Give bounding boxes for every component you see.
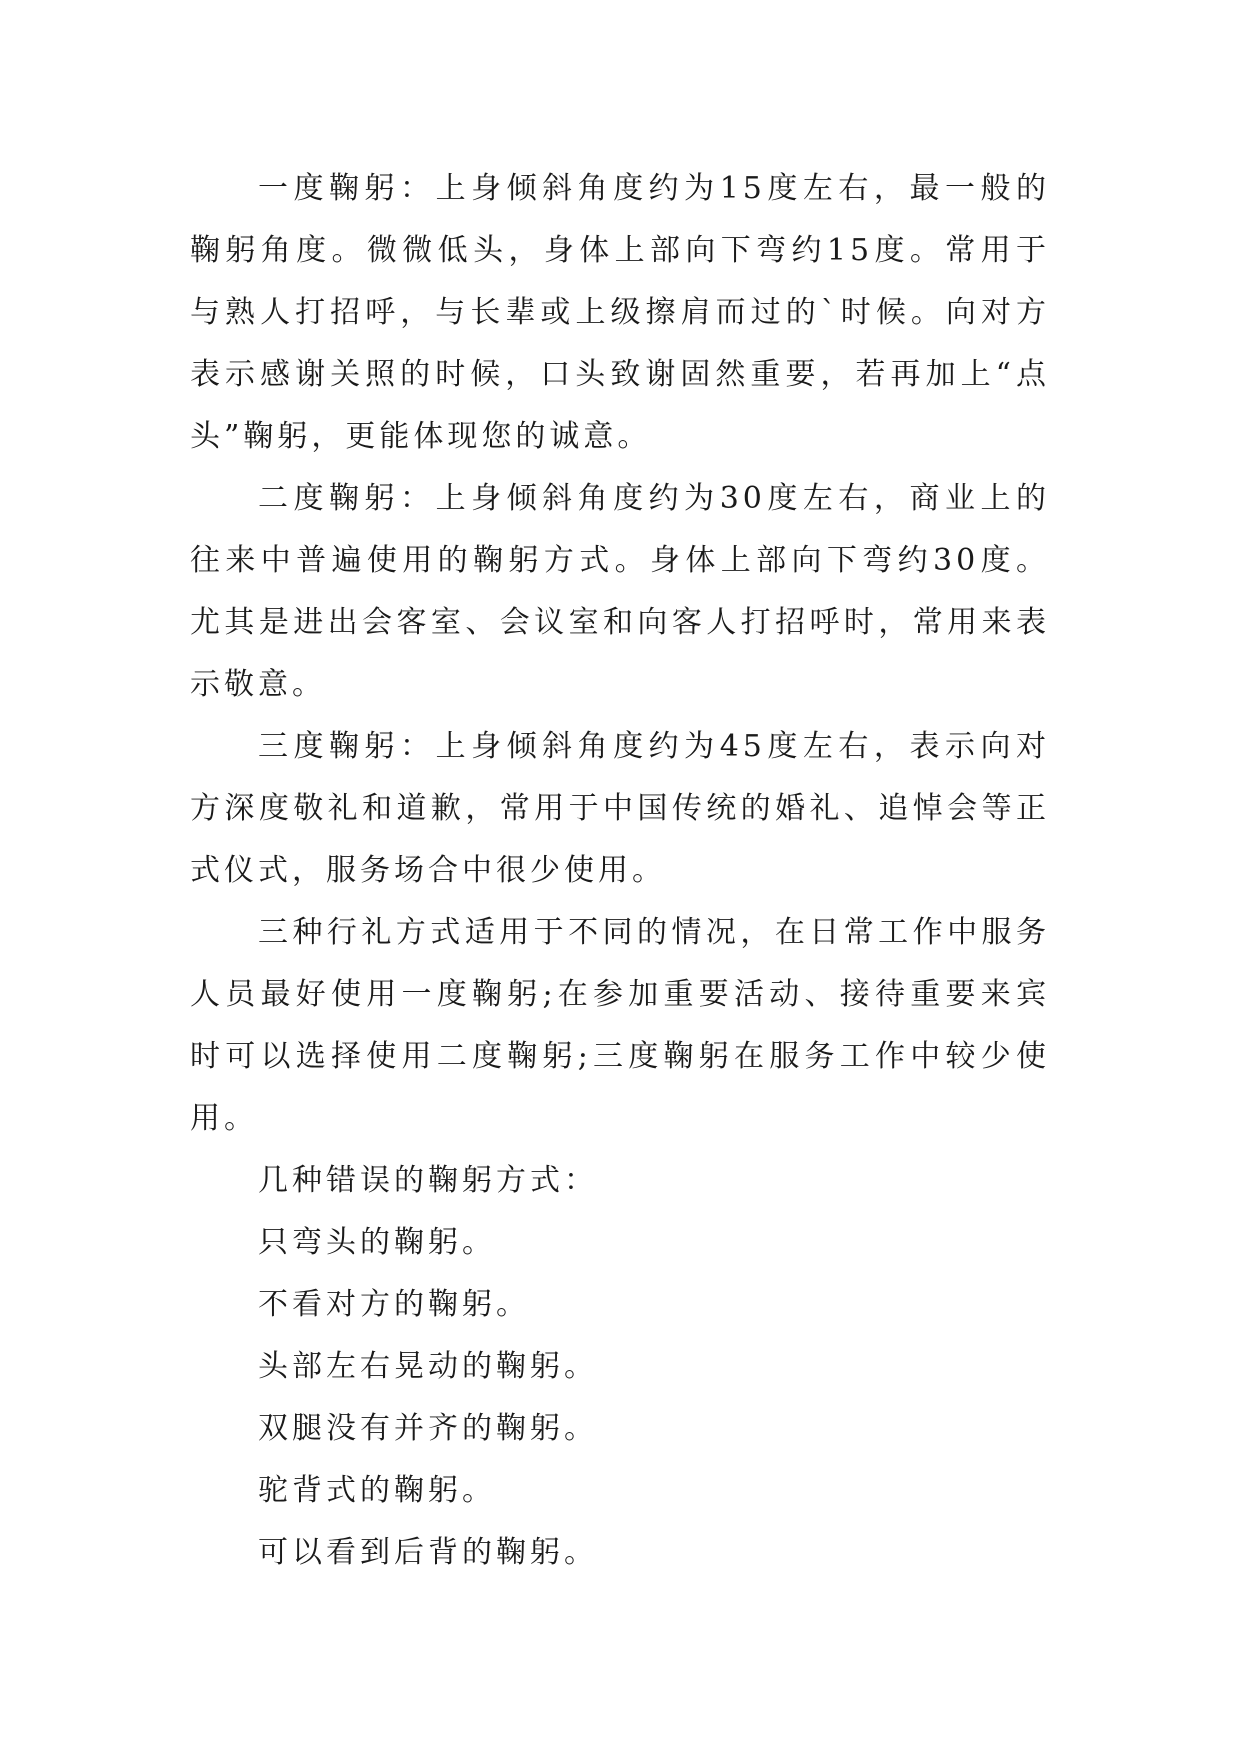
document-body	[190, 158, 1050, 1584]
list-item-wrong-bow: 双腿没有并齐的鞠躬。	[258, 1411, 598, 1446]
paragraph-third-degree-bow: 三度鞠躬：上身倾斜角度约为45度左右，表示向对方深度敬礼和道歉，常用于中国传统的婚礼、追悼会等正式仪式，服务场合中很少使用。	[190, 729, 1050, 888]
paragraph-usage-summary: 三种行礼方式适用于不同的情况，在日常工作中服务人员最好使用一度鞠躬;在参加重要活动、接待重要来宾时可以选择使用二度鞠躬;三度鞠躬在服务工作中较少使用。	[190, 915, 1050, 1136]
paragraph-first-degree-bow: 一度鞠躬：上身倾斜角度约为15度左右，最一般的鞠躬角度。微微低头，身体上部向下弯约15度。常用于与熟人打招呼，与长辈或上级擦肩而过的`时候。向对方表示感谢关照的时候，口头致谢固然重要，若再加上“点头”鞠躬，更能体现您的诚意。	[190, 171, 1050, 454]
paragraph-second-degree-bow: 二度鞠躬：上身倾斜角度约为30度左右，商业上的往来中普遍使用的鞠躬方式。身体上部向下弯约30度。尤其是进出会客室、会议室和向客人打招呼时，常用来表示敬意。	[190, 481, 1050, 702]
list-item-wrong-bow: 驼背式的鞠躬。	[258, 1473, 496, 1508]
paragraph-wrong-bows-heading: 几种错误的鞠躬方式：	[258, 1163, 598, 1198]
list-item-wrong-bow: 只弯头的鞠躬。	[258, 1225, 496, 1260]
list-item-wrong-bow: 不看对方的鞠躬。	[258, 1287, 530, 1322]
list-item-wrong-bow: 头部左右晃动的鞠躬。	[258, 1349, 598, 1384]
list-item-wrong-bow: 可以看到后背的鞠躬。	[258, 1535, 598, 1570]
